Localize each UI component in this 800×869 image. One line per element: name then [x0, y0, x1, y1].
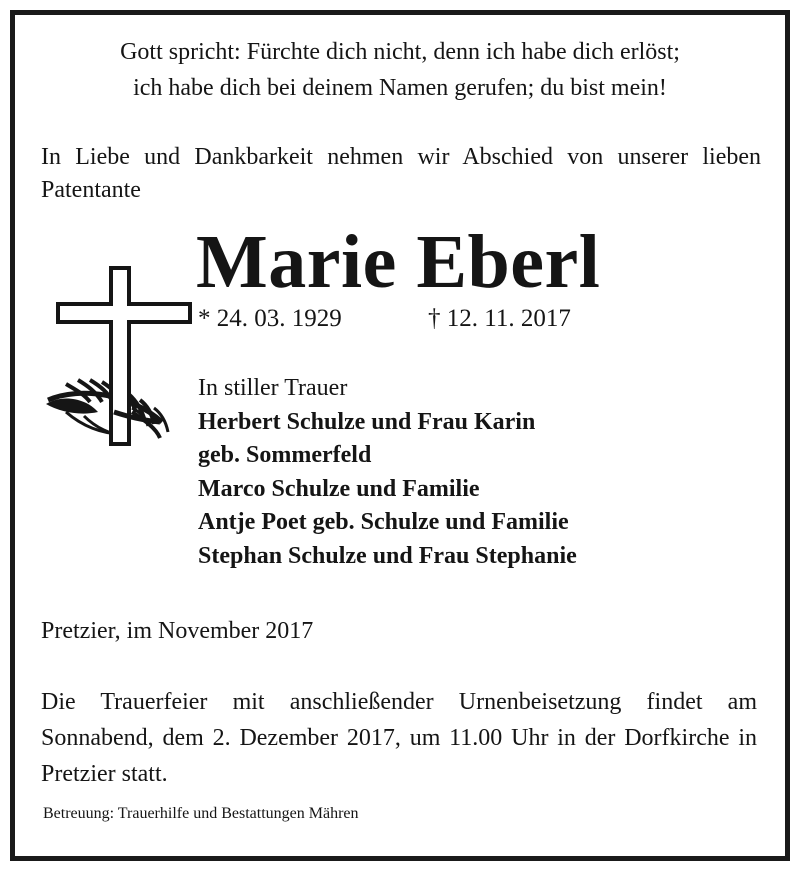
bible-verse-line: Gott spricht: Fürchte dich nicht, denn ich habe dich erlöst; — [120, 39, 680, 65]
mourner-line: Marco Schulze und Familie — [198, 475, 480, 502]
cross-icon — [36, 262, 192, 448]
bible-verse-line: ich habe dich bei deinem Namen gerufen; du bist mein! — [133, 75, 667, 101]
mourner-line: Stephan Schulze und Frau Stephanie — [198, 542, 577, 569]
service-info: Die Trauerfeier mit anschließender Urnenbeisetzung findet am Sonnabend, dem 2. Dezember 2017, um 11.00 Uhr in der Dorfkirche in Pretzier statt. — [41, 689, 757, 787]
mourner-line: geb. Sommerfeld — [198, 442, 372, 468]
mourner-line: Herbert Schulze und Frau Karin — [198, 408, 536, 435]
mourning-lead: In stiller Trauer — [198, 375, 348, 401]
birth-date: * 24. 03. 1929 — [198, 305, 342, 332]
death-date: † 12. 11. 2017 — [428, 305, 571, 332]
deceased-name: Marie Eberl — [196, 220, 601, 304]
funeral-home-credit: Betreuung: Trauerhilfe und Bestattungen Mähren — [43, 805, 359, 822]
palm-branch-icon — [46, 380, 168, 438]
mourner-line: Antje Poet geb. Schulze und Familie — [198, 509, 569, 535]
intro-text: In Liebe und Dankbarkeit nehmen wir Abschied von unserer lieben Patentante — [41, 144, 761, 203]
place-date: Pretzier, im November 2017 — [41, 618, 314, 644]
bible-verse — [0, 34, 800, 106]
mourners-block — [198, 372, 577, 573]
